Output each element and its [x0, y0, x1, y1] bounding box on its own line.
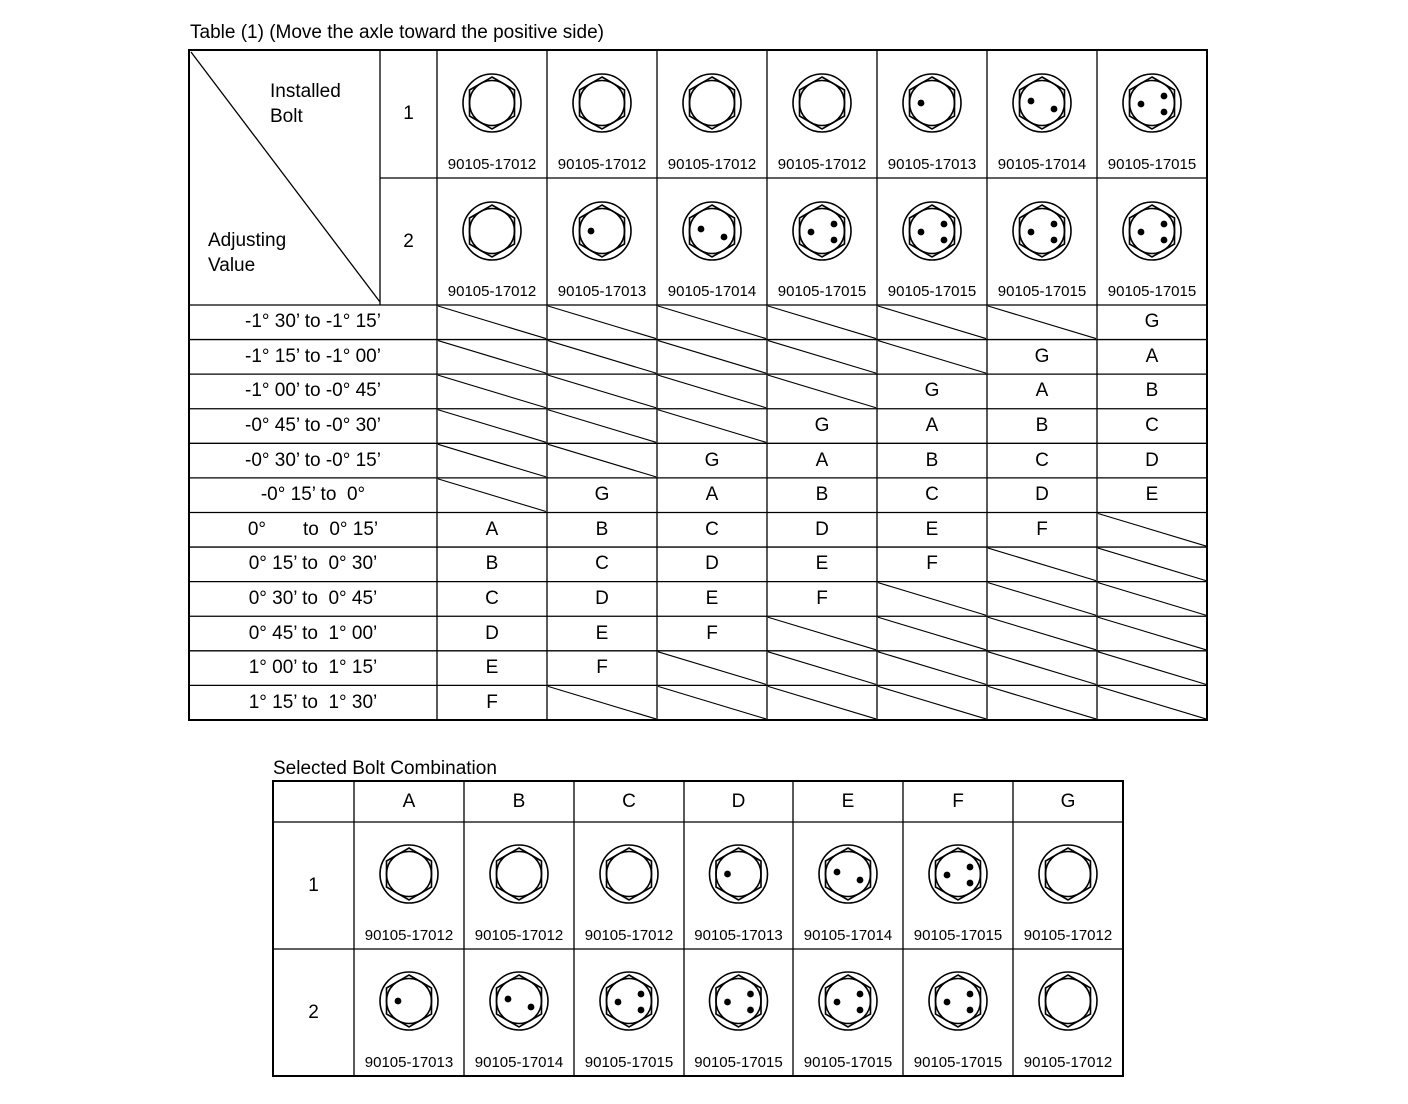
- bolt-mark-dot: [721, 234, 728, 241]
- combination-code: G: [704, 449, 720, 471]
- hex-bolt-head-icon: [683, 202, 741, 260]
- combination-code: F: [926, 553, 938, 575]
- empty-cell-slash: [768, 341, 876, 374]
- bolt-mark-dot: [395, 998, 402, 1005]
- bolt-mark-dot: [1161, 221, 1168, 228]
- combination-code: A: [925, 415, 939, 437]
- adjust-range-label: 1° 00’ to 1° 15’: [248, 657, 378, 679]
- combination-code: G: [1034, 345, 1050, 367]
- empty-cell-slash: [988, 583, 1096, 616]
- bolt-part-number: 90105-17012: [364, 927, 454, 944]
- combination-code: D: [815, 518, 829, 540]
- bolt-row-header: 1: [308, 874, 319, 896]
- bolt-mark-dot: [698, 226, 705, 233]
- bolt-mark-dot: [857, 991, 864, 998]
- combination-code: B: [595, 518, 609, 540]
- combination-code: F: [816, 587, 828, 609]
- empty-cell-slash: [658, 686, 766, 719]
- bolt-mark-dot: [1028, 98, 1035, 105]
- combination-code: A: [485, 518, 499, 540]
- hex-bolt-head-icon: [793, 202, 851, 260]
- hex-bolt-head-icon: [1013, 74, 1071, 132]
- empty-cell-slash: [438, 479, 546, 512]
- bolt-part-number: 90105-17012: [557, 156, 647, 173]
- hex-bolt-head-icon: [573, 202, 631, 260]
- bolt-part-number: 90105-17015: [1107, 283, 1197, 300]
- bolt-part-number: 90105-17012: [474, 927, 564, 944]
- combination-code: C: [925, 484, 939, 506]
- combination-code: C: [1145, 415, 1159, 437]
- bolt-mark-dot: [918, 100, 925, 107]
- hex-bolt-head-icon: [683, 74, 741, 132]
- combination-code: C: [485, 587, 499, 609]
- adjust-range-label: 0° 15’ to 0° 30’: [248, 553, 378, 575]
- combination-code: G: [814, 415, 830, 437]
- bolt-mark-dot: [941, 221, 948, 228]
- empty-cell-slash: [438, 306, 546, 339]
- bolt-part-number: 90105-17013: [694, 927, 783, 944]
- hex-bolt-head-icon: [903, 74, 961, 132]
- bolt-row-header: 1: [403, 103, 414, 124]
- bolt-part-number: 90105-17015: [584, 1054, 674, 1071]
- hex-bolt-head-icon: [929, 972, 987, 1030]
- combination-code: A: [705, 484, 719, 506]
- bolt-mark-dot: [747, 1007, 754, 1014]
- combination-code: E: [485, 657, 499, 679]
- empty-cell-slash: [988, 652, 1096, 685]
- empty-cell-slash: [548, 686, 656, 719]
- combination-code: E: [1145, 484, 1159, 506]
- bolt-part-number: 90105-17015: [694, 1054, 783, 1071]
- hex-bolt-head-icon: [600, 972, 658, 1030]
- bolt-mark-dot: [834, 869, 841, 876]
- bolt-mark-dot: [505, 996, 512, 1003]
- bolt-mark-dot: [1161, 109, 1168, 116]
- empty-cell-slash: [658, 410, 766, 443]
- empty-cell-slash: [1098, 617, 1206, 650]
- bolt-mark-dot: [918, 229, 925, 236]
- hex-bolt-head-icon: [1123, 74, 1181, 132]
- combination-code: C: [705, 518, 719, 540]
- combination-code: A: [815, 449, 829, 471]
- empty-cell-slash: [548, 306, 656, 339]
- combination-code: E: [705, 587, 719, 609]
- hex-bolt-head-icon: [380, 972, 438, 1030]
- empty-cell-slash: [438, 410, 546, 443]
- combination-code: B: [1035, 415, 1049, 437]
- empty-cell-slash: [438, 341, 546, 374]
- bolt-mark-dot: [967, 991, 974, 998]
- empty-cell-slash: [1098, 652, 1206, 685]
- empty-cell-slash: [768, 652, 876, 685]
- hex-bolt-head-icon: [463, 74, 521, 132]
- combination-code: B: [925, 449, 939, 471]
- adjust-range-label: 0° 45’ to 1° 00’: [248, 622, 378, 644]
- bolt-mark-dot: [967, 880, 974, 887]
- bolt-mark-dot: [1161, 237, 1168, 244]
- hex-bolt-head-icon: [573, 74, 631, 132]
- combination-code: G: [1144, 311, 1160, 333]
- empty-cell-slash: [878, 341, 986, 374]
- combination-code: D: [595, 587, 609, 609]
- bolt-mark-dot: [1138, 229, 1145, 236]
- combination-column-header: D: [731, 790, 746, 812]
- adjust-range-label: -0° 30’ to -0° 15’: [245, 449, 381, 471]
- hex-bolt-head-icon: [710, 972, 768, 1030]
- bolt-mark-dot: [944, 872, 951, 879]
- bolt-mark-dot: [808, 229, 815, 236]
- bolt-mark-dot: [831, 221, 838, 228]
- hex-bolt-head-icon: [1013, 202, 1071, 260]
- adjust-range-label: 0° 30’ to 0° 45’: [248, 587, 378, 609]
- bolt-part-number: 90105-17014: [997, 156, 1087, 173]
- empty-cell-slash: [988, 617, 1096, 650]
- bolt-part-number: 90105-17014: [803, 927, 893, 944]
- empty-cell-slash: [658, 341, 766, 374]
- bolt-part-number: 90105-17015: [803, 1054, 893, 1071]
- table2-title: Selected Bolt Combination: [273, 758, 497, 779]
- hex-bolt-head-icon: [490, 845, 548, 903]
- hex-bolt-head-icon: [793, 74, 851, 132]
- combination-code: D: [1035, 484, 1049, 506]
- combination-code: E: [595, 622, 609, 644]
- bolt-part-number: 90105-17012: [667, 156, 757, 173]
- corner-label-adjusting-value: Adjusting Value: [208, 230, 287, 276]
- adjust-range-label: -0° 15’ to 0°: [260, 484, 366, 506]
- combination-code: C: [1035, 449, 1049, 471]
- empty-cell-slash: [768, 686, 876, 719]
- combination-code: F: [486, 691, 498, 713]
- empty-cell-slash: [878, 617, 986, 650]
- combination-column-header: C: [622, 790, 636, 812]
- bolt-mark-dot: [638, 991, 645, 998]
- bolt-mark-dot: [1051, 237, 1058, 244]
- bolt-row-header: 2: [308, 1001, 319, 1023]
- bolt-part-number: 90105-17014: [474, 1054, 564, 1071]
- bolt-row-header: 2: [403, 230, 414, 252]
- bolt-part-number: 90105-17015: [913, 1054, 1003, 1071]
- bolt-mark-dot: [834, 999, 841, 1006]
- empty-cell-slash: [1098, 686, 1206, 719]
- combination-code: G: [594, 484, 610, 506]
- bolt-part-number: 90105-17015: [1107, 156, 1197, 173]
- bolt-part-number: 90105-17012: [1023, 927, 1113, 944]
- hex-bolt-head-icon: [819, 972, 877, 1030]
- combination-column-header: E: [841, 790, 855, 812]
- empty-cell-slash: [878, 652, 986, 685]
- bolt-mark-dot: [967, 1007, 974, 1014]
- adjust-range-label: -0° 45’ to -0° 30’: [245, 415, 381, 437]
- bolt-mark-dot: [528, 1004, 535, 1011]
- combination-code: B: [1145, 380, 1159, 402]
- bolt-mark-dot: [1138, 101, 1145, 108]
- combination-code: A: [1035, 380, 1049, 402]
- empty-cell-slash: [438, 375, 546, 408]
- bolt-mark-dot: [724, 871, 731, 878]
- combination-code: A: [1145, 345, 1159, 367]
- empty-cell-slash: [548, 341, 656, 374]
- bolt-mark-dot: [747, 991, 754, 998]
- empty-cell-slash: [988, 686, 1096, 719]
- hex-bolt-head-icon: [903, 202, 961, 260]
- empty-cell-slash: [768, 375, 876, 408]
- adjust-range-label: -1° 00’ to -0° 45’: [245, 380, 381, 402]
- bolt-part-number: 90105-17013: [364, 1054, 454, 1071]
- empty-cell-slash: [658, 306, 766, 339]
- combination-code: B: [485, 553, 499, 575]
- adjust-range-label: -1° 15’ to -1° 00’: [245, 345, 381, 367]
- combination-column-header: F: [952, 790, 964, 812]
- bolt-part-number: 90105-17013: [557, 283, 647, 300]
- empty-cell-slash: [548, 410, 656, 443]
- combination-code: E: [925, 518, 939, 540]
- combination-code: B: [815, 484, 829, 506]
- hex-bolt-head-icon: [1039, 972, 1097, 1030]
- empty-cell-slash: [548, 444, 656, 477]
- hex-bolt-head-icon: [463, 202, 521, 260]
- table1-title: Table (1) (Move the axle toward the positive side): [190, 22, 604, 43]
- hex-bolt-head-icon: [819, 845, 877, 903]
- empty-cell-slash: [1098, 583, 1206, 616]
- empty-cell-slash: [548, 375, 656, 408]
- bolt-mark-dot: [588, 228, 595, 235]
- combination-column-header: G: [1060, 790, 1076, 812]
- adjust-range-label: -1° 30’ to -1° 15’: [245, 311, 381, 333]
- combination-code: E: [815, 553, 829, 575]
- bolt-mark-dot: [615, 999, 622, 1006]
- bolt-part-number: 90105-17012: [447, 283, 537, 300]
- bolt-part-number: 90105-17013: [887, 156, 977, 173]
- bolt-mark-dot: [941, 237, 948, 244]
- bolt-part-number: 90105-17012: [777, 156, 867, 173]
- bolt-part-number: 90105-17015: [777, 283, 867, 300]
- hex-bolt-head-icon: [490, 972, 548, 1030]
- hex-bolt-head-icon: [1039, 845, 1097, 903]
- empty-cell-slash: [438, 444, 546, 477]
- bolt-mark-dot: [967, 864, 974, 871]
- empty-cell-slash: [768, 617, 876, 650]
- empty-cell-slash: [658, 375, 766, 408]
- hex-bolt-head-icon: [710, 845, 768, 903]
- bolt-mark-dot: [638, 1007, 645, 1014]
- combination-code: D: [1145, 449, 1159, 471]
- bolt-mark-dot: [944, 999, 951, 1006]
- combination-code: F: [1036, 518, 1048, 540]
- empty-cell-slash: [768, 306, 876, 339]
- hex-bolt-head-icon: [600, 845, 658, 903]
- empty-cell-slash: [1098, 548, 1206, 581]
- bolt-mark-dot: [857, 1007, 864, 1014]
- bolt-part-number: 90105-17015: [997, 283, 1087, 300]
- bolt-part-number: 90105-17015: [913, 927, 1003, 944]
- combination-code: D: [705, 553, 719, 575]
- combination-code: F: [706, 622, 718, 644]
- adjust-range-label: 0° to 0° 15’: [247, 518, 379, 540]
- hex-bolt-head-icon: [929, 845, 987, 903]
- adjust-range-label: 1° 15’ to 1° 30’: [248, 691, 378, 713]
- bolt-mark-dot: [1028, 229, 1035, 236]
- bolt-mark-dot: [1051, 106, 1058, 113]
- bolt-mark-dot: [1161, 93, 1168, 100]
- bolt-part-number: 90105-17015: [887, 283, 977, 300]
- combination-code: G: [924, 380, 940, 402]
- empty-cell-slash: [988, 548, 1096, 581]
- combination-column-header: B: [512, 790, 526, 812]
- bolt-mark-dot: [831, 237, 838, 244]
- bolt-part-number: 90105-17012: [1023, 1054, 1113, 1071]
- combination-code: C: [595, 553, 609, 575]
- hex-bolt-head-icon: [380, 845, 438, 903]
- hex-bolt-head-icon: [1123, 202, 1181, 260]
- bolt-mark-dot: [724, 999, 731, 1006]
- corner-label-installed-bolt: Installed Bolt: [270, 81, 341, 127]
- empty-cell-slash: [988, 306, 1096, 339]
- combination-column-header: A: [402, 790, 416, 812]
- empty-cell-slash: [878, 583, 986, 616]
- bolt-part-number: 90105-17012: [447, 156, 537, 173]
- bolt-part-number: 90105-17014: [667, 283, 757, 300]
- empty-cell-slash: [1098, 513, 1206, 546]
- empty-cell-slash: [878, 686, 986, 719]
- bolt-mark-dot: [857, 877, 864, 884]
- empty-cell-slash: [658, 652, 766, 685]
- bolt-mark-dot: [1051, 221, 1058, 228]
- bolt-part-number: 90105-17012: [584, 927, 674, 944]
- empty-cell-slash: [878, 306, 986, 339]
- combination-code: F: [596, 657, 608, 679]
- combination-code: D: [485, 622, 499, 644]
